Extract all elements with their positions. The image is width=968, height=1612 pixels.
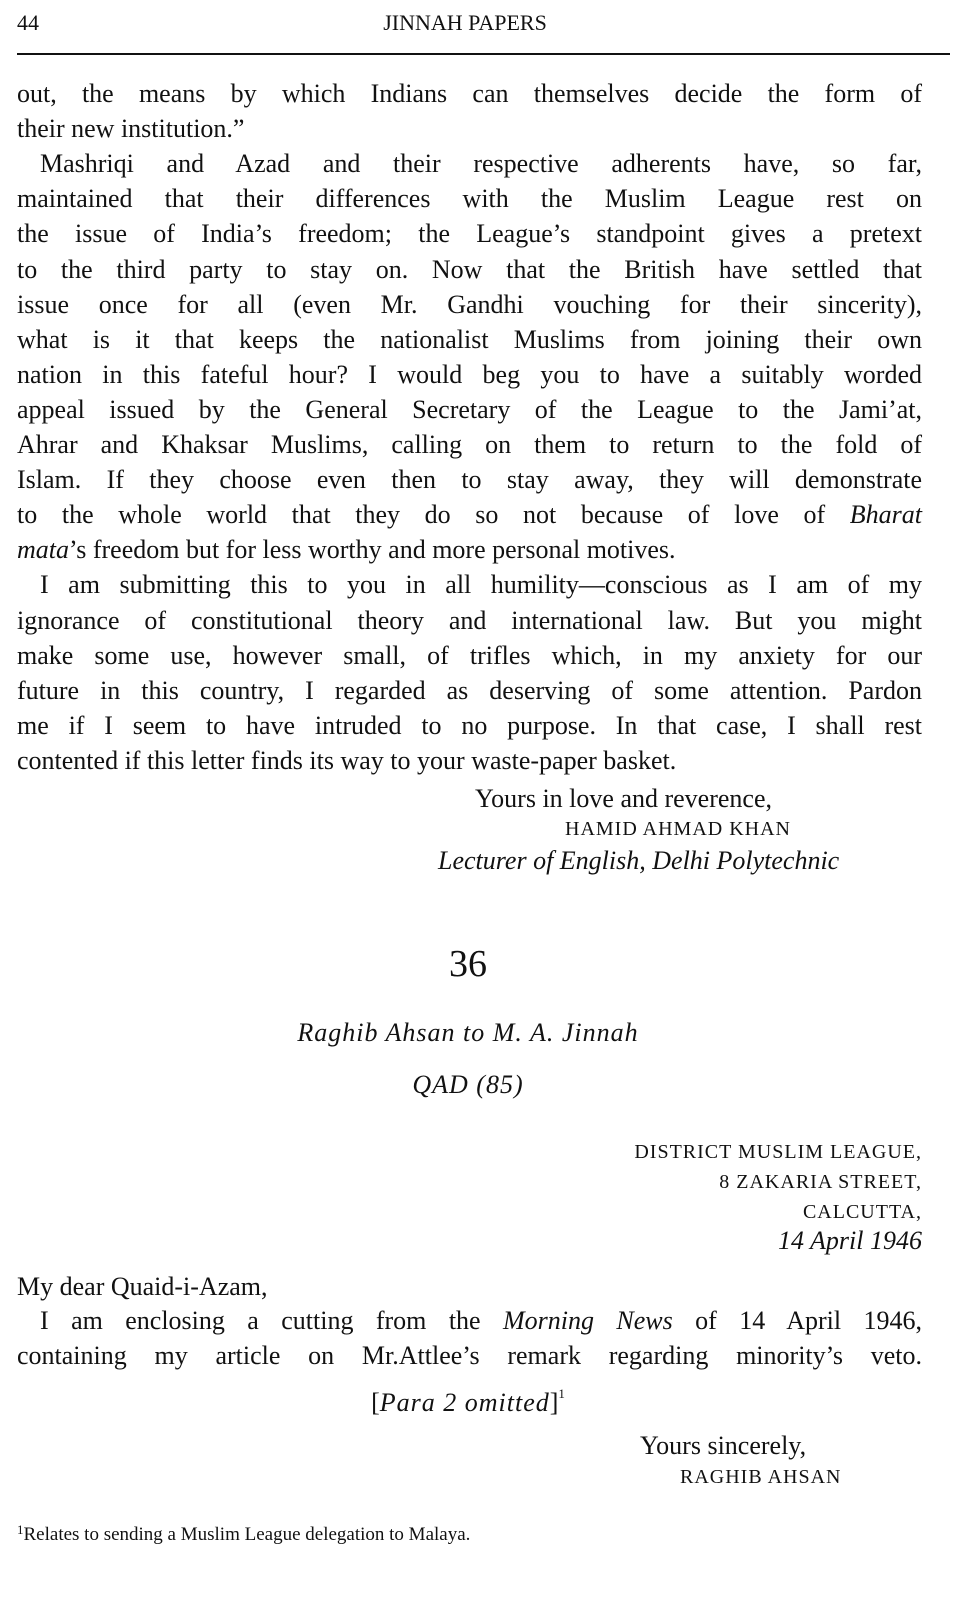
- document-heading: Raghib Ahsan to M. A. Jinnah: [297, 1018, 639, 1047]
- body-line: [17, 114, 922, 144]
- body-line: [40, 149, 922, 179]
- body-line: I am enclosing a cutting from the Morning News of 14 April 1946,: [40, 1306, 923, 1335]
- valediction: Yours sincerely,: [640, 1431, 807, 1460]
- text-run: Mashriqi and Azad and their respective adherents have, so far,: [40, 149, 922, 179]
- body-line: [17, 641, 922, 671]
- text-run: ignorance of constitutional theory and international law. But you might: [17, 605, 922, 635]
- text-run: contented if this letter finds its way to your waste-paper basket.: [17, 745, 677, 775]
- body-line: [17, 746, 922, 776]
- letter-date: 14 April 1946: [778, 1226, 922, 1255]
- italic-text: Bharat: [849, 500, 922, 530]
- document-source: QAD (85): [412, 1070, 524, 1099]
- text-run: future in this country, I regarded as deserving of some attention. Pardon: [17, 675, 922, 705]
- body-line: [17, 430, 922, 460]
- body-line: [17, 500, 922, 530]
- text-run: what is it that keeps the nationalist Muslims from joining their own: [17, 324, 922, 354]
- body-line: [17, 465, 922, 495]
- document-number: 36: [449, 943, 487, 985]
- address-line: DISTRICT MUSLIM LEAGUE,: [634, 1141, 922, 1163]
- body-line: [17, 535, 922, 565]
- text-run: me if I seem to have intruded to no purpose. In that case, I shall rest: [17, 710, 922, 740]
- body-line: [17, 395, 922, 425]
- body-line: [17, 325, 922, 355]
- text-run: to the whole world that they do so not because of love of: [17, 500, 850, 530]
- text-run: maintained that their differences with the Muslim League rest on: [17, 184, 922, 214]
- footnote: $^1$Relates to sending a Muslim League delegation to Malaya.: [17, 1522, 471, 1545]
- text-run: I am submitting this to you in all humility—conscious as I am of my: [40, 570, 922, 600]
- text-run: out, the means by which Indians can themselves decide the form of: [17, 79, 922, 108]
- text-run: their new institution.”: [17, 114, 245, 144]
- body-line: [17, 79, 922, 109]
- body-line: containing my article on Mr.Attlee’s remark regarding minority’s veto.: [17, 1341, 922, 1370]
- text-run: Ahrar and Khaksar Muslims, calling on them to return to the fold of: [17, 430, 922, 459]
- body-line: [17, 255, 922, 285]
- text-run: appeal issued by the General Secretary of the League to the Jami’at,: [17, 394, 922, 424]
- body-line: [17, 711, 922, 741]
- header-rule: [17, 53, 950, 55]
- body-line: [17, 606, 922, 636]
- signatory-title: Lecturer of English, Delhi Polytechnic: [438, 846, 840, 875]
- omission-note: [Para 2 omitted]$^1$: [371, 1386, 565, 1417]
- signatory-name: HAMID AHMAD KHAN: [565, 818, 791, 840]
- running-title: JINNAH PAPERS: [383, 10, 547, 35]
- text-run: the issue of India’s freedom; the League’s standpoint gives a pretext: [17, 219, 922, 249]
- body-line: [17, 184, 922, 214]
- page-number: 44: [17, 10, 39, 35]
- address-line: CALCUTTA,: [802, 1201, 922, 1223]
- text-run: nation in this fateful hour? I would beg you to have a suitably worded: [17, 359, 922, 389]
- italic-text: mata: [17, 535, 69, 565]
- text-run: Islam. If they choose even then to stay away, they will demonstrate: [17, 465, 922, 495]
- signatory-name: RAGHIB AHSAN: [680, 1466, 842, 1488]
- body-line: [17, 219, 922, 249]
- text-run: ’s freedom but for less worthy and more personal motives.: [69, 535, 676, 565]
- valediction: Yours in love and reverence,: [475, 784, 772, 813]
- text-run: to the third party to stay on. Now that the British have settled that: [17, 254, 922, 284]
- address-line: 8 ZAKARIA STREET,: [719, 1171, 922, 1193]
- text-run: make some use, however small, of trifles which, in my anxiety for our: [17, 640, 922, 670]
- body-line: [17, 676, 922, 706]
- body-line: [17, 290, 922, 320]
- text-run: issue once for all (even Mr. Gandhi vouching for their sincerity),: [17, 289, 922, 319]
- salutation: My dear Quaid-i-Azam,: [17, 1272, 268, 1301]
- body-line: [17, 360, 922, 390]
- body-line: [40, 570, 922, 600]
